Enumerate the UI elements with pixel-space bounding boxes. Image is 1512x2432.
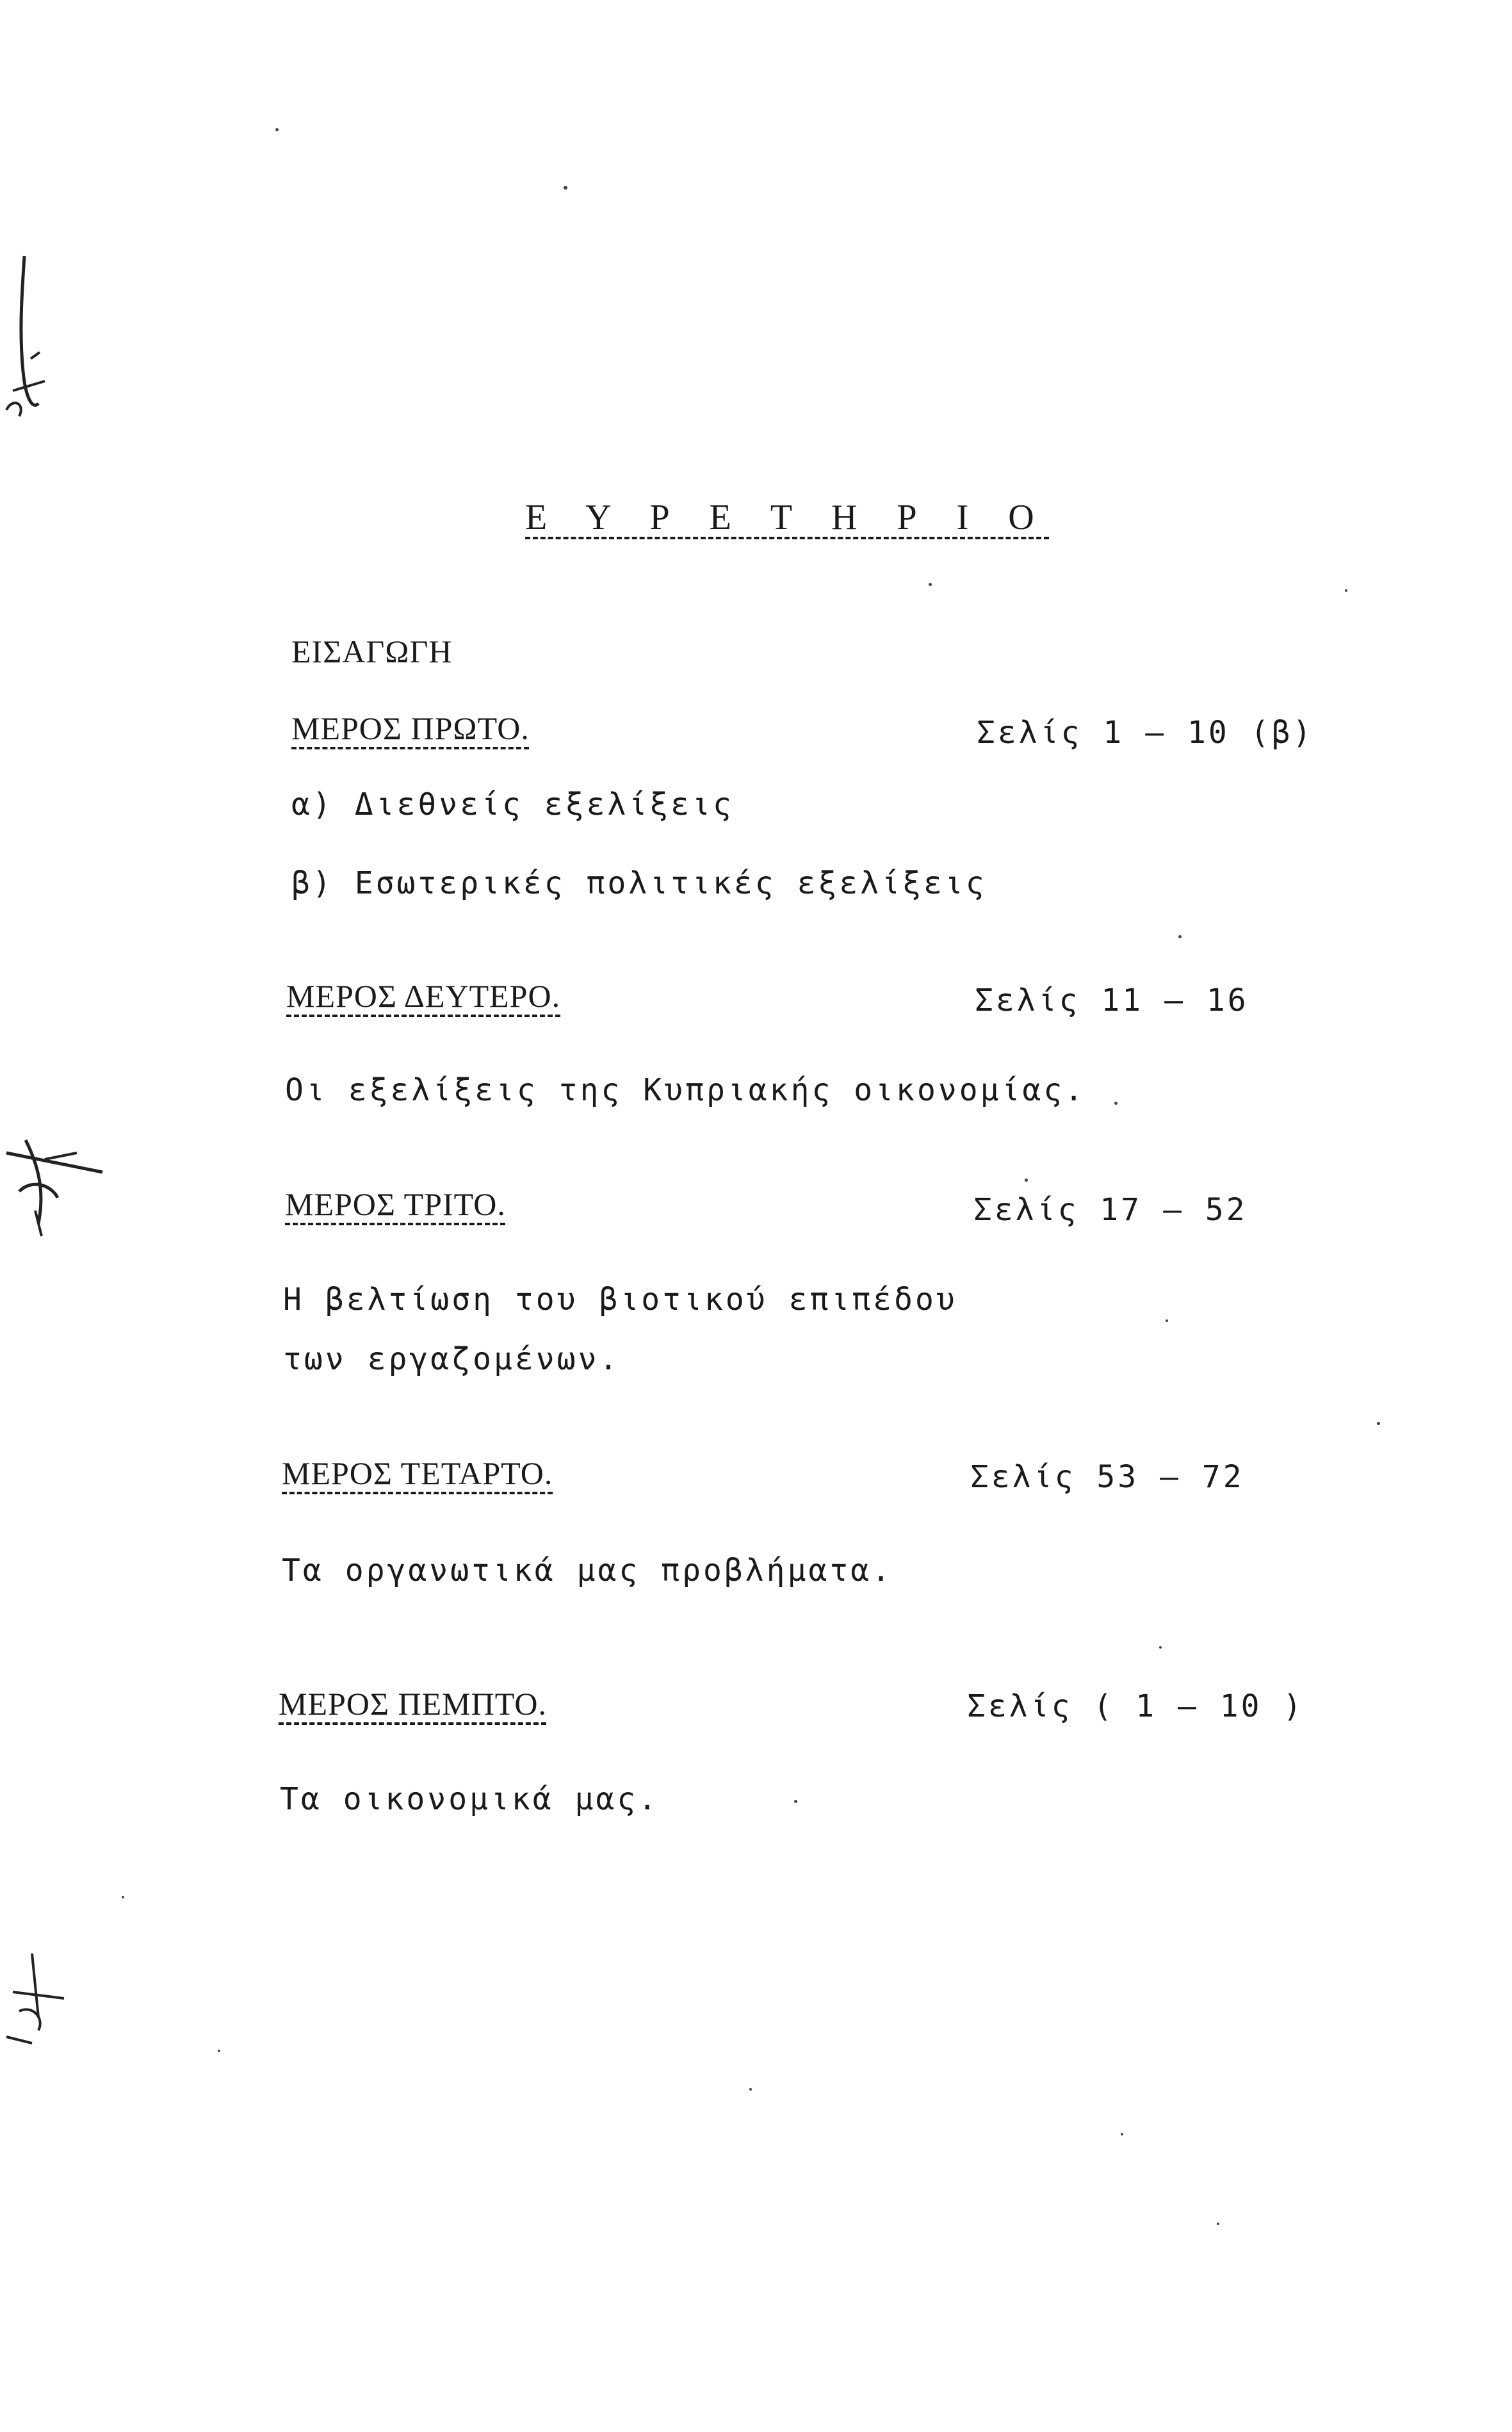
margin-mark-top-icon — [0, 243, 70, 436]
page-title: Ε Υ Ρ Ε Τ Η Ρ Ι Ο — [525, 498, 1050, 537]
speck — [1114, 1102, 1118, 1105]
part-4-line-1: Τα οργανωτικά μας προβλήματα. — [282, 1553, 893, 1588]
margin-mark-middle-icon — [0, 1114, 115, 1243]
part-3-line-2: των εργαζομένων. — [283, 1341, 621, 1377]
speck — [1217, 2223, 1219, 2225]
speck — [749, 2088, 752, 2091]
part-5-line-1: Τα οικονομικά μας. — [280, 1781, 660, 1817]
part-3-pages: Σελίς 17 – 52 — [973, 1192, 1248, 1228]
speck — [122, 1896, 124, 1898]
speck — [1345, 589, 1347, 592]
speck — [1178, 935, 1182, 938]
part-2-line-1: Οι εξελίξεις της Κυπριακής οικονομίας. — [285, 1072, 1086, 1108]
speck — [218, 2050, 220, 2052]
part-2-pages: Σελίς 11 – 16 — [975, 983, 1249, 1018]
speck — [1159, 1646, 1162, 1649]
part-3-line-1: Η βελτίωση του βιοτικού επιπέδου — [283, 1282, 957, 1318]
part-1-line-2: β) Εσωτερικές πολιτικές εξελίξεις — [291, 865, 987, 901]
part-3-heading: ΜΕΡΟΣ ΤΡΙΤΟ. — [285, 1186, 506, 1222]
part-4-heading: ΜΕΡΟΣ ΤΕΤΑΡΤΟ. — [282, 1455, 553, 1491]
speck — [275, 128, 279, 131]
speck — [929, 583, 932, 586]
part-5-pages: Σελίς ( 1 – 10 ) — [967, 1688, 1305, 1724]
margin-mark-bottom-icon — [0, 1941, 77, 2056]
speck — [1121, 2133, 1123, 2135]
part-2-heading: ΜΕΡΟΣ ΔΕΥΤΕΡΟ. — [286, 978, 561, 1014]
speck — [564, 186, 567, 190]
part-4-pages: Σελίς 53 – 72 — [970, 1459, 1244, 1495]
part-5-heading: ΜΕΡΟΣ ΠΕΜΠΤΟ. — [279, 1686, 547, 1722]
part-1-line-1: α) Διεθνείς εξελίξεις — [291, 787, 734, 822]
speck — [1025, 1179, 1028, 1182]
part-1-heading: ΜΕΡΟΣ ΠΡΩΤΟ. — [291, 710, 530, 746]
intro-heading: ΕΙΣΑΓΩΓΗ — [291, 633, 453, 669]
part-1-pages: Σελίς 1 – 10 (β) — [977, 715, 1314, 751]
speck — [794, 1800, 797, 1803]
speck — [1377, 1422, 1380, 1425]
speck — [1166, 1319, 1168, 1322]
